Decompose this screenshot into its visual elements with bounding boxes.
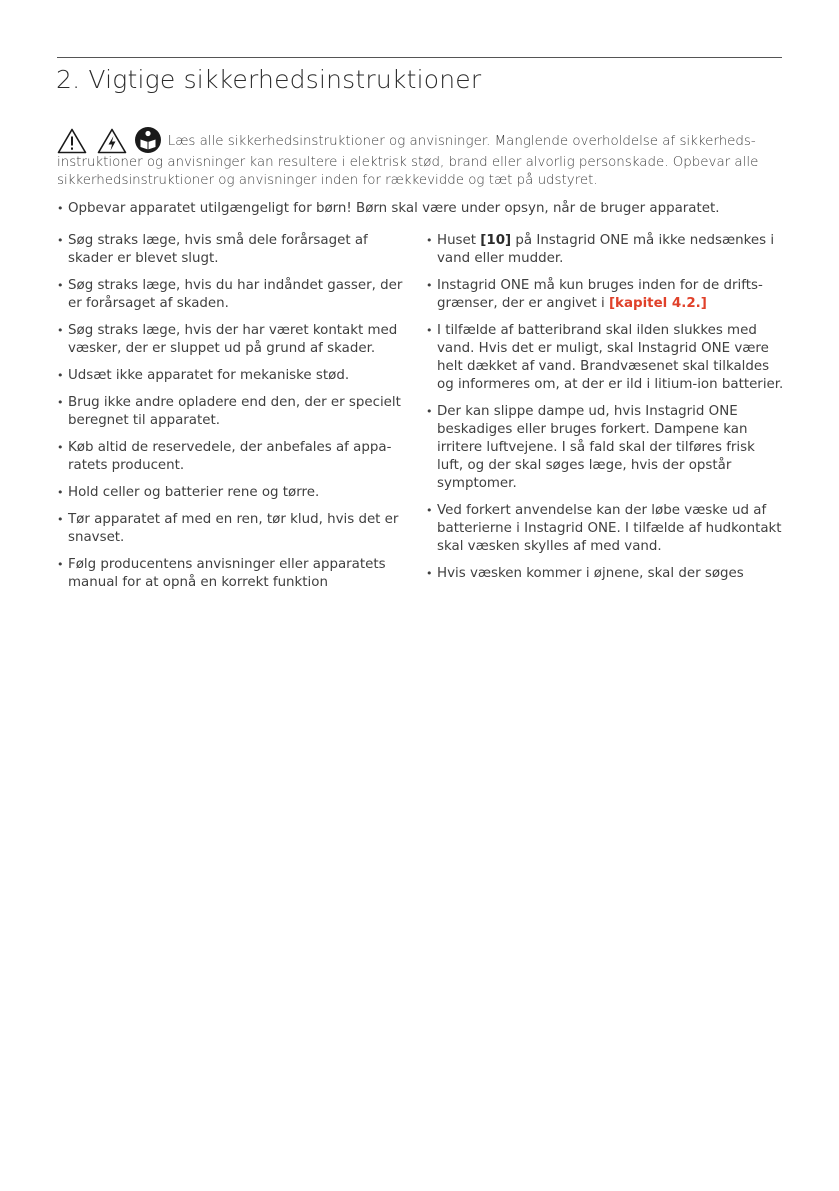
list-item-text: Huset (437, 233, 481, 248)
list-item: • Hvis væsken kommer i øjnene, skal der søges (426, 565, 784, 583)
list-item-text: på Instagrid ONE må ikke nedsænkes i vand eller mudder. (437, 233, 775, 266)
list-item: • Følg producentens anvisninger eller apparatets manual for at opnå en korrekt funktion (57, 556, 415, 592)
list-item: • Søg straks læge, hvis du har indåndet gasser, der er forårsaget af skaden. (57, 277, 415, 313)
read-manual-icon (134, 126, 162, 154)
list-item (426, 232, 784, 268)
list-item: • Udsæt ikke apparatet for mekaniske stød. (57, 367, 415, 385)
part-reference: [10] (480, 233, 512, 248)
electric-hazard-icon (97, 128, 127, 154)
list-item: • Køb altid de reservedele, der anbefales af apparatets producent. (57, 439, 415, 475)
warning-triangle-icon (57, 128, 87, 154)
full-width-bullet (57, 200, 783, 227)
safety-icons (57, 126, 162, 154)
list-item: • Hold celler og batterier rene og tørre. (57, 484, 415, 502)
right-column (426, 232, 784, 592)
list-item: • Der kan slippe dampe ud, hvis Instagrid ONE beskadiges eller bruges forkert. Dampene kan irritere luftvejene. I så fald skal der tilføres frisk luft, og der skal søges læge, hvis der opstår symptomer. (426, 403, 784, 493)
list-item (426, 277, 784, 313)
intro-paragraph (57, 126, 783, 190)
list-item-text: Instagrid ONE må kun bruges inden for de driftsgrænser, der er angivet i (437, 278, 763, 311)
section-title: 2. Vigtige sikkerhedsinstruktioner (56, 65, 482, 94)
list-item: • Søg straks læge, hvis der har været kontakt med væsker, der er sluppet ud på grund af skader. (57, 322, 415, 358)
header-rule (57, 57, 782, 58)
list-item: • Opbevar apparatet utilgængeligt for børn! Børn skal være under opsyn, når de bruger apparatet. (57, 200, 783, 218)
intro-text: Læs alle sikkerhedsinstruktioner og anvisninger. Manglende overholdelse af sikkerhedsinstruktioner og anvisninger kan resultere i elektrisk stød, brand eller alvorlig personskade. Opbevar alle sikkerhedsinstruktioner og anvisninger inden for rækkevidde og tæt på udstyret. (57, 134, 759, 188)
left-column (57, 232, 415, 601)
list-item: • Ved forkert anvendelse kan der løbe væske ud af batterierne i Instagrid ONE. I tilfælde af hudkontakt skal væsken skylles af med vand. (426, 502, 784, 556)
list-item: • Søg straks læge, hvis små dele forårsaget af skader er blevet slugt. (57, 232, 415, 268)
list-item: • I tilfælde af batteribrand skal ilden slukkes med vand. Hvis det er muligt, skal Instagrid ONE være helt dækket af vand. Brandvæsenet skal tilkaldes og informeres om, at der er ild i litium-ion batterier. (426, 322, 784, 394)
list-item: • Brug ikke andre opladere end den, der er specielt beregnet til apparatet. (57, 394, 415, 430)
list-item: • Tør apparatet af med en ren, tør klud, hvis det er snavset. (57, 511, 415, 547)
chapter-reference-link[interactable]: [kapitel 4.2.] (608, 296, 707, 311)
